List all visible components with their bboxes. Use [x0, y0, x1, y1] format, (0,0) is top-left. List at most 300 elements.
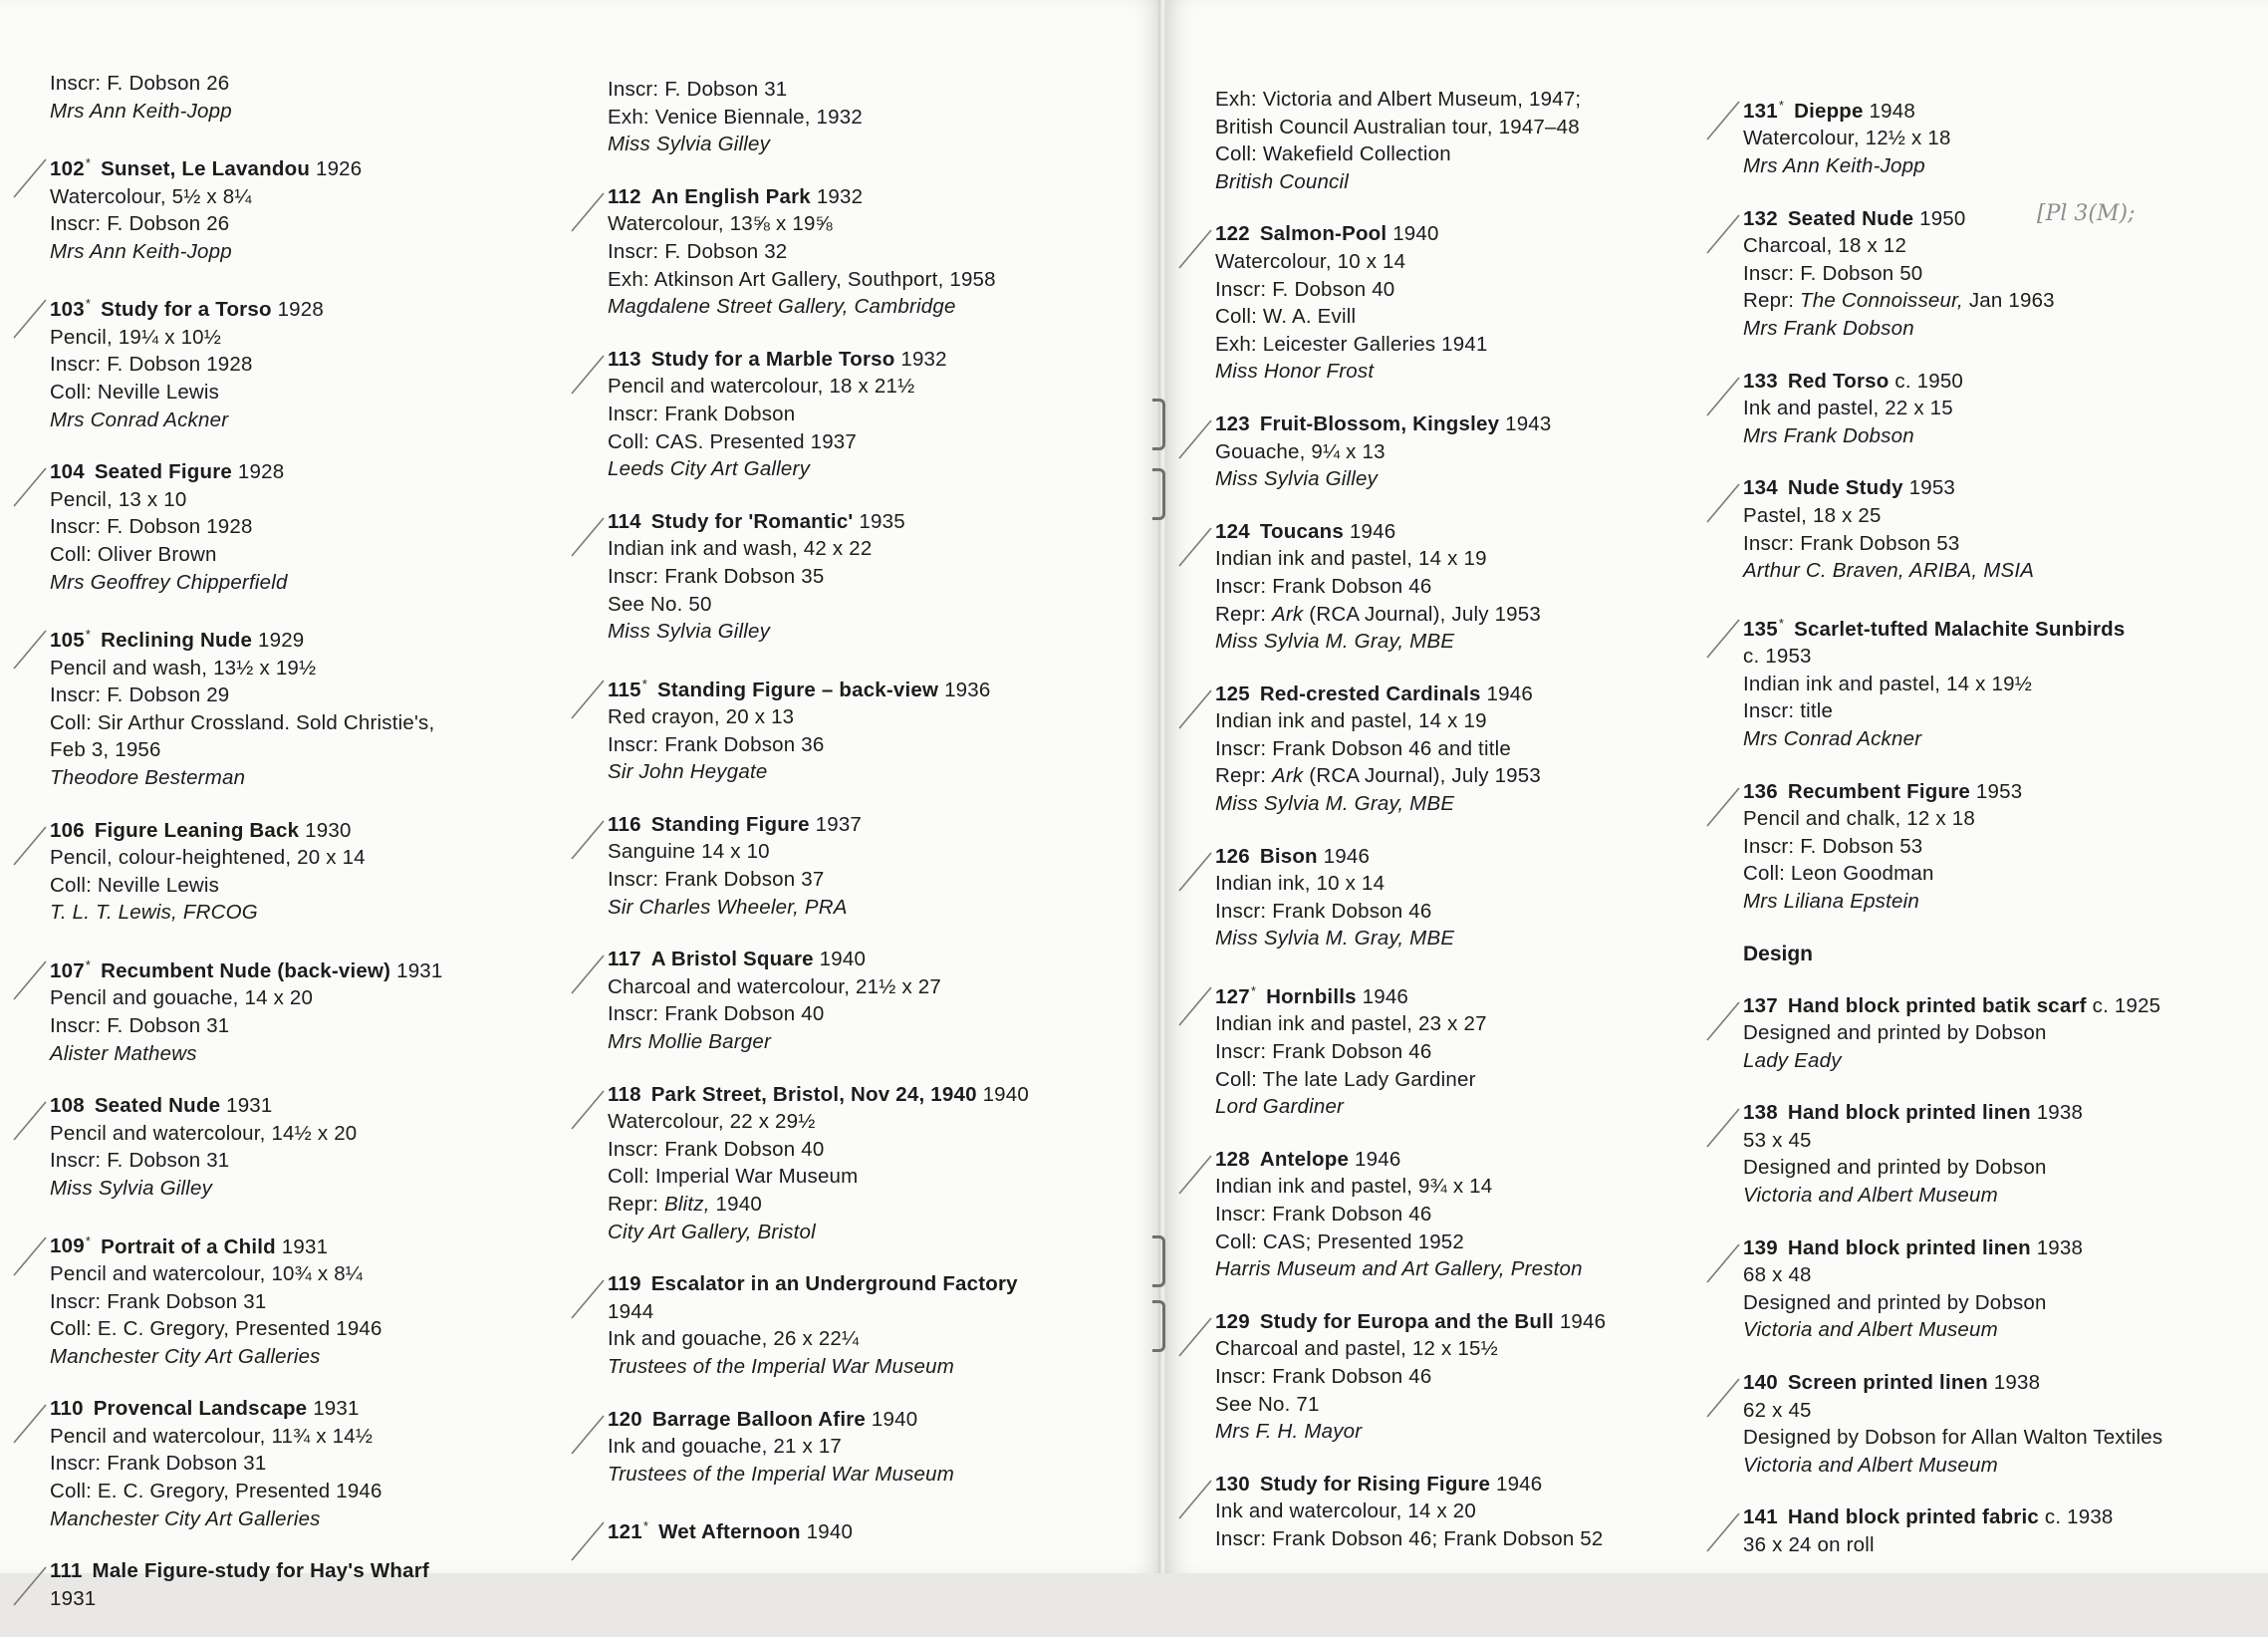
pencil-tick: [1703, 1105, 1743, 1151]
entry-detail: Ink and gouache, 26 x 22¼: [608, 1327, 860, 1351]
entry-owner: Miss Honor Frost: [1215, 360, 1375, 384]
pencil-tick-mark: [1175, 524, 1215, 570]
pencil-tick: [1703, 1375, 1743, 1421]
entry-number: 117: [608, 948, 641, 971]
entry-owner: Mrs Geoffrey Chipperfield: [50, 570, 288, 594]
entry-number: 105*: [50, 627, 92, 652]
entry-owner: Mrs Ann Keith-Jopp: [50, 239, 232, 263]
detail-prefix: Repr:: [1215, 764, 1273, 788]
pencil-tick-mark: [568, 189, 608, 235]
entry-owner: Arthur C. Braven, ARIBA, MSIA: [1743, 559, 2035, 583]
pencil-tick-mark: [10, 1401, 50, 1447]
pencil-tick-mark: [1175, 983, 1215, 1029]
entry-detail: See No. 50: [608, 592, 712, 616]
entry-heading: [1215, 1146, 1733, 1174]
entry-heading: [50, 952, 568, 984]
entry-number: 141: [1743, 1505, 1778, 1529]
entry-year: 1931: [281, 1234, 329, 1258]
pencil-tick-mark: [568, 1276, 608, 1322]
entry-number: 139: [1743, 1235, 1778, 1259]
detail-suffix: Jan 1963: [1962, 289, 2055, 313]
entry-heading: [608, 1081, 1126, 1109]
entry-detail: 62 x 45: [1743, 1398, 1812, 1422]
entry-detail: Indian ink, 10 x 14: [1215, 872, 1386, 896]
entry-detail: See No. 71: [1215, 1392, 1320, 1416]
catalogue-entry: [1743, 1503, 2261, 1558]
entry-number: 113: [608, 347, 641, 371]
catalogue-entry: [1215, 410, 1733, 493]
entry-year: c. 1950: [1894, 369, 1964, 393]
entry-title: Red Torso: [1787, 369, 1890, 393]
pencil-tick: [568, 1518, 608, 1564]
entry-number: 111: [50, 1559, 83, 1583]
entry-number: 104: [50, 460, 85, 484]
entry-heading: [1743, 992, 2261, 1020]
catalogue-entry: [608, 946, 1126, 1055]
entry-detail: Inscr: F. Dobson 1928: [50, 515, 253, 539]
entry-year: 1940: [819, 948, 867, 971]
pencil-tick-mark: [10, 957, 50, 1003]
entry-owner: Mrs Mollie Barger: [608, 1030, 772, 1054]
entry-title: Sunset, Le Lavandou: [101, 157, 311, 181]
entry-detail: Inscr: F. Dobson 31: [50, 1013, 230, 1037]
entry-detail: Pencil, colour-heightened, 20 x 14: [50, 846, 366, 870]
entry-detail: Designed and printed by Dobson: [1743, 1021, 2047, 1045]
entry-year: 1940: [806, 1520, 854, 1544]
entry-detail: Coll: Wakefield Collection: [1215, 142, 1451, 166]
entry-detail: Exh: Atkinson Art Gallery, Southport, 1958: [608, 267, 996, 291]
entry-detail: Watercolour, 22 x 29½: [608, 1110, 816, 1134]
entry-number: 116: [608, 812, 641, 836]
entry-heading: [1743, 205, 2261, 233]
entry-detail: Coll: W. A. Evill: [1215, 305, 1357, 329]
entry-owner: Manchester City Art Galleries: [50, 1506, 321, 1530]
entry-title: Study for a Marble Torso: [650, 347, 895, 371]
pencil-tick: [568, 352, 608, 398]
entry-year: 1930: [305, 818, 352, 842]
pencil-tick-mark: [1703, 480, 1743, 526]
entry-year: 1926: [315, 157, 363, 181]
entry-owner: Leeds City Art Gallery: [608, 457, 811, 481]
entry-detail: Pencil and watercolour, 10¾ x 8¼: [50, 1261, 364, 1285]
catalogue-entry: [608, 1270, 1126, 1380]
entry-title: Screen printed linen: [1787, 1371, 1988, 1395]
entry-heading: [608, 346, 1126, 374]
detail-suffix: (RCA Journal), July 1953: [1303, 602, 1541, 626]
entry-owner: Mrs Conrad Ackner: [1743, 726, 1922, 750]
entry-detail: Pencil and watercolour, 14½ x 20: [50, 1121, 358, 1145]
entry-detail: Indian ink and pastel, 23 x 27: [1215, 1012, 1487, 1036]
entry-heading: [1743, 1234, 2261, 1262]
entry-detail: Inscr: Frank Dobson 46: [1215, 574, 1432, 598]
entry-detail: Inscr: F. Dobson 31: [608, 78, 788, 101]
entry-owner: Mrs Frank Dobson: [1743, 423, 1914, 447]
entry-year: 1946: [1559, 1309, 1607, 1333]
entry-detail: Watercolour, 5½ x 8¼: [50, 184, 252, 208]
entry-title: Seated Figure: [94, 460, 232, 484]
pencil-tick-mark: [568, 1412, 608, 1458]
catalogue-entry: [50, 1092, 568, 1202]
entry-owner: Mrs Conrad Ackner: [50, 408, 229, 431]
pencil-tick: [1703, 1240, 1743, 1286]
entry-title: Toucans: [1259, 519, 1344, 543]
entry-detail: Coll: E. C. Gregory, Presented 1946: [50, 1317, 382, 1341]
handwritten-annotation: [Pl 3(M);: [2037, 201, 2136, 226]
entry-number: 126: [1215, 844, 1250, 868]
entry-detail: Coll: Oliver Brown: [50, 542, 217, 566]
entry-number: 102*: [50, 155, 92, 181]
catalogue-entry: [50, 952, 568, 1067]
entry-title: Escalator in an Underground Factory: [650, 1272, 1018, 1296]
detail-suffix: (RCA Journal), July 1953: [1303, 764, 1541, 788]
catalogue-entry: [1743, 1099, 2261, 1209]
catalogue-entry: [1215, 977, 1733, 1121]
pencil-tick: [1175, 1314, 1215, 1360]
entry-year: 1946: [1355, 1147, 1401, 1171]
pencil-tick: [1175, 226, 1215, 272]
detail-prefix: Repr:: [1215, 602, 1273, 626]
catalogue-entry: [1743, 992, 2261, 1075]
entry-year: 1946: [1323, 844, 1371, 868]
pencil-tick: [10, 627, 50, 673]
entry-number: 120: [608, 1407, 642, 1431]
illustrated-marker: *: [85, 1232, 92, 1248]
entry-title: Male Figure-study for Hay's Wharf: [92, 1559, 429, 1583]
illustrated-marker: *: [642, 1518, 649, 1534]
entry-year: 1928: [277, 298, 324, 322]
entry-year: 1937: [815, 812, 863, 836]
pencil-tick-mark: [10, 627, 50, 673]
entry-year: 1940: [982, 1082, 1029, 1106]
entry-detail: Coll: CAS; Presented 1952: [1215, 1229, 1464, 1253]
entry-heading: [1743, 778, 2261, 806]
catalogue-entry: [1215, 681, 1733, 818]
entry-title: Scarlet-tufted Malachite Sunbirds: [1794, 617, 2126, 641]
entry-detail: Exh: Venice Biennale, 1932: [608, 105, 863, 129]
entry-heading: [50, 458, 568, 486]
entry-number: 127*: [1215, 983, 1257, 1008]
entry-detail: Inscr: Frank Dobson 35: [608, 564, 825, 588]
entry-heading: [50, 290, 568, 323]
entry-year: 1946: [1362, 984, 1409, 1008]
entry-title: Study for 'Romantic': [650, 509, 854, 533]
entry-detail: Coll: Neville Lewis: [50, 381, 220, 404]
pencil-tick-mark: [1703, 1375, 1743, 1421]
entry-heading: [608, 508, 1126, 536]
pencil-tick-mark: [568, 352, 608, 398]
pencil-tick-mark: [1703, 998, 1743, 1044]
pencil-tick-mark: [10, 1233, 50, 1279]
catalogue-entry: [50, 817, 568, 927]
entry-year: 1946: [1486, 682, 1533, 705]
entry-year: 1938: [2036, 1235, 2084, 1259]
entry-owner: Mrs F. H. Mayor: [1215, 1420, 1363, 1444]
entry-number: 106: [50, 818, 85, 842]
pencil-tick: [1175, 416, 1215, 462]
entry-owner: Miss Sylvia Gilley: [1215, 467, 1379, 491]
pencil-tick-mark: [568, 677, 608, 722]
entry-title: Seated Nude: [1787, 206, 1914, 230]
entry-detail: Ink and pastel, 22 x 15: [1743, 397, 1953, 420]
pencil-tick-mark: [1703, 1240, 1743, 1286]
entry-detail: Coll: E. C. Gregory, Presented 1946: [50, 1480, 382, 1503]
entry-detail: [608, 1191, 1126, 1219]
pencil-tick: [10, 1563, 50, 1609]
entry-detail: Inscr: F. Dobson 26: [50, 212, 230, 236]
entry-heading: [1215, 1471, 1733, 1499]
entry-detail: Inscr: Frank Dobson 31: [50, 1289, 267, 1313]
entry-number: 135*: [1743, 615, 1785, 641]
entry-owner: Lord Gardiner: [1215, 1095, 1345, 1119]
entry-detail: Pencil, 19¼ x 10½: [50, 325, 222, 349]
entry-detail: Coll: CAS. Presented 1937: [608, 429, 857, 453]
entry-number: 122: [1215, 222, 1250, 246]
entry-detail: Designed and printed by Dobson: [1743, 1156, 2047, 1180]
entry-title: An English Park: [650, 184, 811, 208]
entry-number: 112: [608, 184, 641, 208]
entry-detail: [1215, 762, 1733, 790]
pencil-tick: [1703, 616, 1743, 662]
entry-heading: [1743, 1503, 2261, 1531]
entry-detail: Sanguine 14 x 10: [608, 840, 770, 864]
pencil-tick-mark: [1175, 1152, 1215, 1198]
entry-heading: [608, 671, 1126, 703]
entry-detail: Inscr: Frank Dobson 40: [608, 1137, 825, 1161]
entry-detail: Inscr: F. Dobson 40: [1215, 277, 1395, 301]
illustrated-marker: *: [1250, 983, 1257, 999]
pencil-tick: [1703, 374, 1743, 419]
entry-detail: Charcoal, 18 x 12: [1743, 234, 1907, 258]
entry-detail: Inscr: F. Dobson 53: [1743, 834, 1923, 858]
entry-title: Figure Leaning Back: [94, 818, 300, 842]
entry-heading: [1215, 518, 1733, 546]
entry-year: 1929: [258, 628, 305, 652]
entry-detail: 68 x 48: [1743, 1263, 1812, 1287]
pencil-tick: [568, 1087, 608, 1133]
catalogue-entry: [1215, 843, 1733, 953]
entry-number: 108: [50, 1094, 85, 1118]
pencil-tick: [568, 952, 608, 997]
pencil-tick: [568, 514, 608, 560]
catalogue-entry: [1743, 474, 2261, 584]
catalogue-entry: [1743, 368, 2261, 450]
catalogue-entry: [1743, 1234, 2261, 1344]
publication-title: Ark: [1272, 602, 1304, 626]
entry-number: 137: [1743, 993, 1778, 1017]
entry-owner: Trustees of the Imperial War Museum: [608, 1462, 955, 1486]
entry-detail: Inscr: F. Dobson 50: [1743, 261, 1923, 285]
pencil-tick: [10, 957, 50, 1003]
entry-heading: [608, 1270, 1126, 1298]
entry-heading: [50, 149, 568, 182]
pencil-tick: [568, 189, 608, 235]
entry-year: 1931: [396, 958, 443, 982]
entry-heading: [1215, 1308, 1733, 1336]
entry-detail: 53 x 45: [1743, 1128, 1812, 1152]
entry-detail: [1743, 287, 2261, 315]
entry-detail: Inscr: Frank Dobson 46; Frank Dobson 52: [1215, 1526, 1604, 1550]
pencil-tick: [568, 817, 608, 863]
entry-heading: [1215, 977, 1733, 1010]
entry-number: 119: [608, 1272, 641, 1296]
entry-owner: Miss Sylvia Gilley: [608, 620, 771, 644]
entry-detail: Pencil and watercolour, 11¾ x 14½: [50, 1424, 374, 1448]
entry-detail: Inscr: Frank Dobson 36: [608, 732, 825, 756]
entry-detail: Inscr: Frank Dobson 46: [1215, 1203, 1432, 1227]
entry-owner: Victoria and Albert Museum: [1743, 1453, 1998, 1477]
catalogue-entry: [1215, 1146, 1733, 1283]
pencil-tick: [1703, 784, 1743, 830]
entry-detail: Watercolour, 10 x 14: [1215, 249, 1406, 273]
entry-heading: [1743, 92, 2261, 125]
illustrated-marker: *: [1778, 98, 1785, 113]
pencil-tick-mark: [1175, 1314, 1215, 1360]
catalogue-entry: [1215, 86, 1733, 195]
entry-detail: Feb 3, 1956: [50, 738, 161, 762]
entry-title: Study for Europa and the Bull: [1259, 1309, 1554, 1333]
catalogue-entry: [608, 1406, 1126, 1489]
catalogue-entry: [50, 70, 568, 125]
entry-owner: Miss Sylvia M. Gray, MBE: [1215, 927, 1455, 951]
entry-number: 109*: [50, 1232, 92, 1258]
entry-owner: Magdalene Street Gallery, Cambridge: [608, 295, 956, 319]
entry-number: 118: [608, 1082, 641, 1106]
entry-detail: Indian ink and pastel, 14 x 19: [1215, 547, 1487, 571]
entry-number: 136: [1743, 779, 1778, 803]
catalogue-column-3: [1215, 86, 1733, 1578]
entry-title: Park Street, Bristol, Nov 24, 1940: [650, 1082, 977, 1106]
pencil-tick: [1175, 1477, 1215, 1522]
entry-heading: [50, 817, 568, 845]
pencil-tick-mark: [568, 514, 608, 560]
catalogue-column-1: [50, 70, 568, 1637]
entry-detail: Charcoal and watercolour, 21½ x 27: [608, 974, 942, 998]
entry-detail: Red crayon, 20 x 13: [608, 705, 795, 729]
entry-title: Hand block printed fabric: [1787, 1505, 2039, 1529]
entry-year: 1931: [313, 1397, 360, 1421]
pencil-tick: [10, 1401, 50, 1447]
entry-owner: Victoria and Albert Museum: [1743, 1318, 1998, 1342]
entry-owner: T. L. T. Lewis, FRCOG: [50, 901, 258, 925]
entry-detail: Designed by Dobson for Allan Walton Textiles: [1743, 1426, 2163, 1450]
entry-title: Red-crested Cardinals: [1259, 682, 1481, 705]
pencil-tick: [1175, 686, 1215, 732]
catalogue-entry: [1215, 220, 1733, 386]
entry-detail: Inscr: F. Dobson 31: [50, 1149, 230, 1173]
catalogue-entry: [50, 149, 568, 265]
entry-title: Standing Figure: [650, 812, 810, 836]
catalogue-entry: [608, 183, 1126, 321]
entry-owner: Mrs Frank Dobson: [1743, 316, 1914, 340]
entry-title: Standing Figure – back-view: [656, 678, 939, 701]
pencil-tick: [10, 1233, 50, 1279]
entry-heading: [1215, 843, 1733, 871]
entry-heading: [1743, 1099, 2261, 1127]
entry-heading: [50, 1557, 568, 1585]
entry-detail: Indian ink and pastel, 14 x 19½: [1743, 672, 2032, 695]
catalogue-entry: [608, 76, 1126, 158]
entry-detail: Exh: Victoria and Albert Museum, 1947;: [1215, 88, 1582, 111]
pencil-tick-mark: [1703, 1105, 1743, 1151]
entry-year: 1931: [226, 1094, 273, 1118]
entry-detail: Coll: Sir Arthur Crossland. Sold Christie's,: [50, 710, 435, 734]
entry-heading: [1743, 474, 2261, 502]
entry-number: 124: [1215, 519, 1250, 543]
entry-detail: Inscr: title: [1743, 699, 1834, 723]
pencil-tick-mark: [1703, 784, 1743, 830]
entry-number: 130: [1215, 1472, 1250, 1496]
entry-title: Barrage Balloon Afire: [651, 1407, 866, 1431]
illustrated-marker: *: [1778, 615, 1785, 631]
entry-detail: Inscr: Frank Dobson 53: [1743, 531, 1960, 555]
entry-title: Fruit-Blossom, Kingsley: [1259, 411, 1500, 435]
pencil-tick: [1175, 1152, 1215, 1198]
entry-owner: City Art Gallery, Bristol: [608, 1220, 816, 1243]
pencil-tick: [1703, 98, 1743, 143]
pencil-tick-mark: [1175, 686, 1215, 732]
catalogue-entry: [1743, 1369, 2261, 1479]
publication-title: Ark: [1272, 764, 1304, 788]
entry-heading: [1743, 1369, 2261, 1397]
staple-bottom-lower: [1152, 1300, 1165, 1352]
pencil-tick-mark: [10, 464, 50, 510]
entry-detail: Charcoal and pastel, 12 x 15½: [1215, 1337, 1498, 1361]
entry-title: Recumbent Figure: [1787, 779, 1970, 803]
entry-title: Hand block printed batik scarf: [1787, 993, 2087, 1017]
entry-detail: Coll: The late Lady Gardiner: [1215, 1067, 1476, 1091]
catalogue-entry: [50, 458, 568, 596]
entry-owner: Sir Charles Wheeler, PRA: [608, 895, 848, 919]
illustrated-marker: *: [85, 155, 92, 171]
entry-owner: Miss Sylvia Gilley: [608, 133, 771, 156]
entry-number: 110: [50, 1397, 84, 1421]
entry-year: 1948: [1869, 99, 1915, 123]
entry-year: 1932: [816, 184, 864, 208]
catalogue-entry: [608, 1512, 1126, 1545]
entry-title: Recumbent Nude (back-view): [101, 958, 391, 982]
entry-year: 1946: [1495, 1472, 1543, 1496]
entry-detail: Inscr: Frank Dobson 46 and title: [1215, 736, 1511, 760]
entry-detail: Gouache, 9¼ x 13: [1215, 439, 1386, 463]
catalogue-entry: [50, 1395, 568, 1532]
detail-suffix: 1940: [709, 1193, 762, 1217]
entry-owner: British Council: [1215, 169, 1350, 193]
entry-number: 128: [1215, 1147, 1250, 1171]
catalogue-entry: [50, 621, 568, 791]
pencil-tick-mark: [10, 1563, 50, 1609]
entry-title: Hand block printed linen: [1787, 1101, 2031, 1125]
entry-year: 1932: [900, 347, 947, 371]
entry-detail: Indian ink and wash, 42 x 22: [608, 537, 873, 561]
catalogue-entry: [1215, 518, 1733, 656]
pencil-tick-mark: [1175, 1477, 1215, 1522]
entry-detail: Pencil and chalk, 12 x 18: [1743, 807, 1975, 831]
entry-title: Salmon-Pool: [1259, 222, 1387, 246]
entry-detail: Exh: Leicester Galleries 1941: [1215, 332, 1488, 356]
entry-number: 114: [608, 509, 641, 533]
staple-top: [1152, 399, 1165, 450]
entry-detail: Inscr: F. Dobson 26: [50, 72, 230, 95]
entry-owner: Miss Sylvia Gilley: [50, 1176, 213, 1200]
catalogue-entry: [1743, 778, 2261, 916]
entry-owner: Sir John Heygate: [608, 760, 768, 784]
pencil-tick-mark: [10, 296, 50, 342]
entry-heading: [1215, 410, 1733, 438]
illustrated-marker: *: [85, 956, 92, 972]
entry-title: A Bristol Square: [650, 948, 814, 971]
entry-detail: Pencil and gouache, 14 x 20: [50, 986, 314, 1010]
entry-title: Study for a Torso: [101, 298, 272, 322]
